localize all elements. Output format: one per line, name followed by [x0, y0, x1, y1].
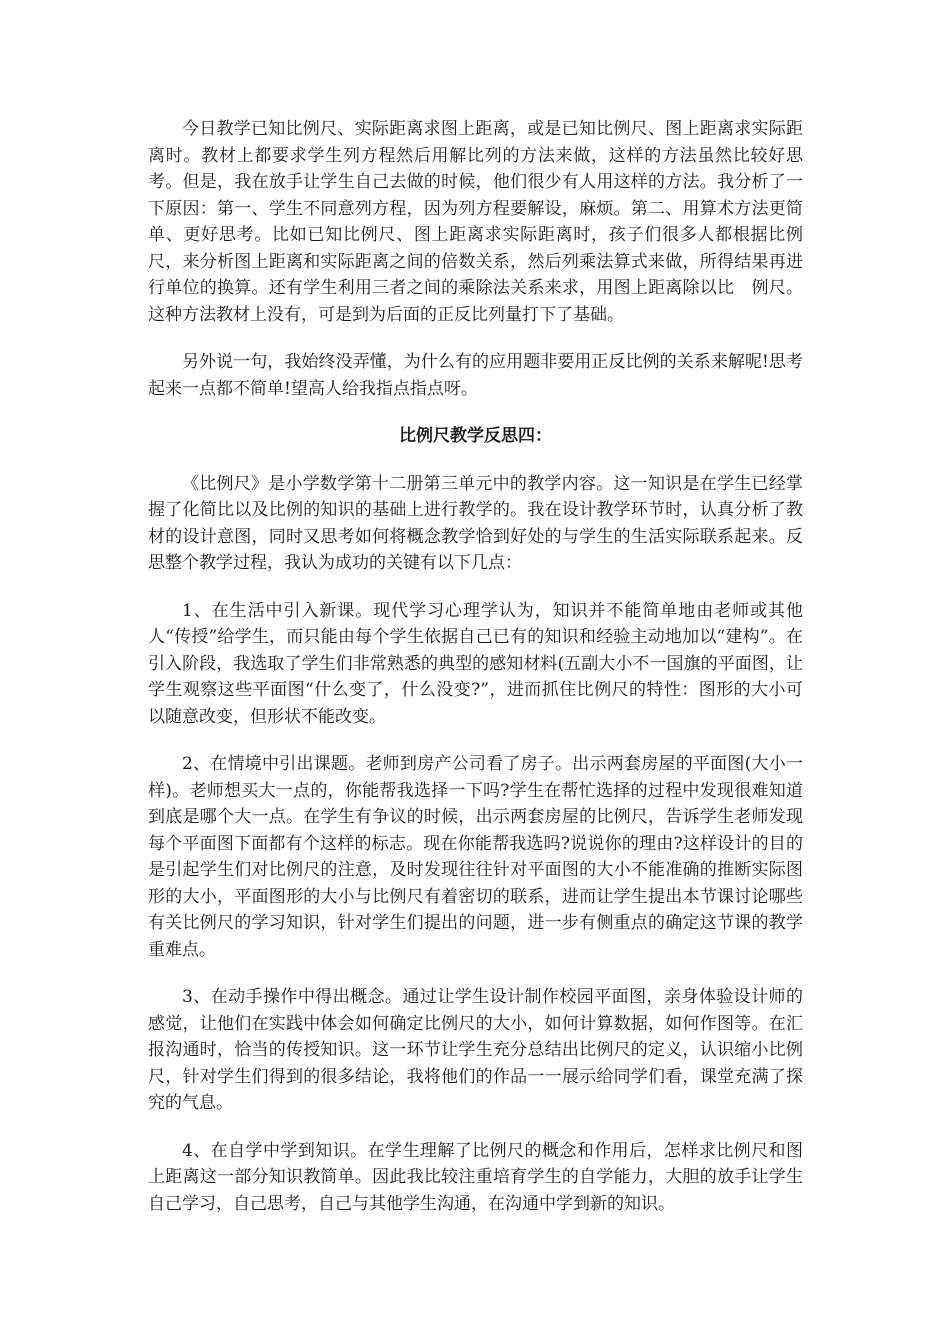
paragraph-intro: 今日教学已知比例尺、实际距离求图上距离，或是已知比例尺、图上距离求实际距离时。教材上都要求学生列方程然后用解比列的方法来做，这样的方法虽然比较好思考。但是，我在放手让学生自己去做的时候，他们很少有人用这样的方法。我分析了一下原因：第一、学生不同意列方程，因为列方程要解设，麻烦。第二、用算术方法更简单、更好思考。比如已知比例尺、图上距离求实际距离时，孩子们很多人都根据比例尺，来分析图上距离和实际距离之间的倍数关系，然后列乘法算式来做，所得结果再进行单位的换算。还有学生利用三者之间的乘除法关系来求，用图上距离除以比 例尺。这种方法教材上没有，可是到为后面的正反比列量打下了基础。 — [148, 119, 803, 325]
document-body — [148, 116, 803, 1238]
paragraph-overview: 《比例尺》是小学数学第十二册第三单元中的教学内容。这一知识是在学生已经掌握了化简比以及比例的知识的基础上进行教学的。我在设计教学环节时，认真分析了教材的设计意图，同时又思考如何将概念教学恰到好处的与学生的生活实际联系起来。反思整个教学过程，我认为成功的关键有以下几点： — [148, 473, 803, 573]
paragraph-point-3: 3、在动手操作中得出概念。通过让学生设计制作校园平面图，亲身体验设计师的感觉，让他们在实践中体会如何确定比例尺的大小，如何计算数据，如何作图等。在汇报沟通时，恰当的传授知识。这一环节让学生充分总结出比例尺的定义，认识缩小比例尺，针对学生们得到的很多结论，我将他们的作品一一展示给同学们看，课堂充满了探究的气息。 — [148, 987, 803, 1113]
section-heading: 比例尺教学反思四： — [399, 426, 552, 446]
paragraph-point-2: 2、在情境中引出课题。老师到房产公司看了房子。出示两套房屋的平面图(大小一样)。老师想买大一点的，你能帮我选择一下吗?学生在帮忙选择的过程中发现很难知道到底是哪个大一点。在学生有争议的时候，出示两套房屋的比例尺，告诉学生老师发现每个平面图下面都有个这样的标志。现在你能帮我选吗?说说你的理由?这样设计的目的是引起学生们对比例尺的注意，及时发现往往针对平面图的大小不能准确的推断实际图形的大小，平面图形的大小与比例尺有着密切的联系，进而让学生提出本节课讨论哪些有关比例尺的学习知识，针对学生们提出的问题，进一步有侧重点的确定这节课的教学重难点。 — [148, 754, 803, 960]
paragraph-question: 另外说一句，我始终没弄懂，为什么有的应用题非要用正反比例的关系来解呢!思考起来一点都不简单!望高人给我指点指点呀。 — [148, 352, 803, 399]
paragraph-point-4: 4、在自学中学到知识。在学生理解了比例尺的概念和作用后，怎样求比例尺和图上距离这一部分知识教简单。因此我比较注重培育学生的自学能力，大胆的放手让学生自己学习，自己思考，自己与其他学生沟通，在沟通中学到新的知识。 — [148, 1140, 803, 1214]
paragraph-point-1: 1、在生活中引入新课。现代学习心理学认为，知识并不能简单地由老师或其他人“传授”给学生，而只能由每个学生依据自己已有的知识和经验主动地加以“建构”。在引入阶段，我选取了学生们非常熟悉的典型的感知材料(五副大小不一国旗的平面图，让学生观察这些平面图“什么变了，什么没变?”，进而抓住比例尺的特性：图形的大小可以随意改变，但形状不能改变。 — [148, 600, 803, 727]
